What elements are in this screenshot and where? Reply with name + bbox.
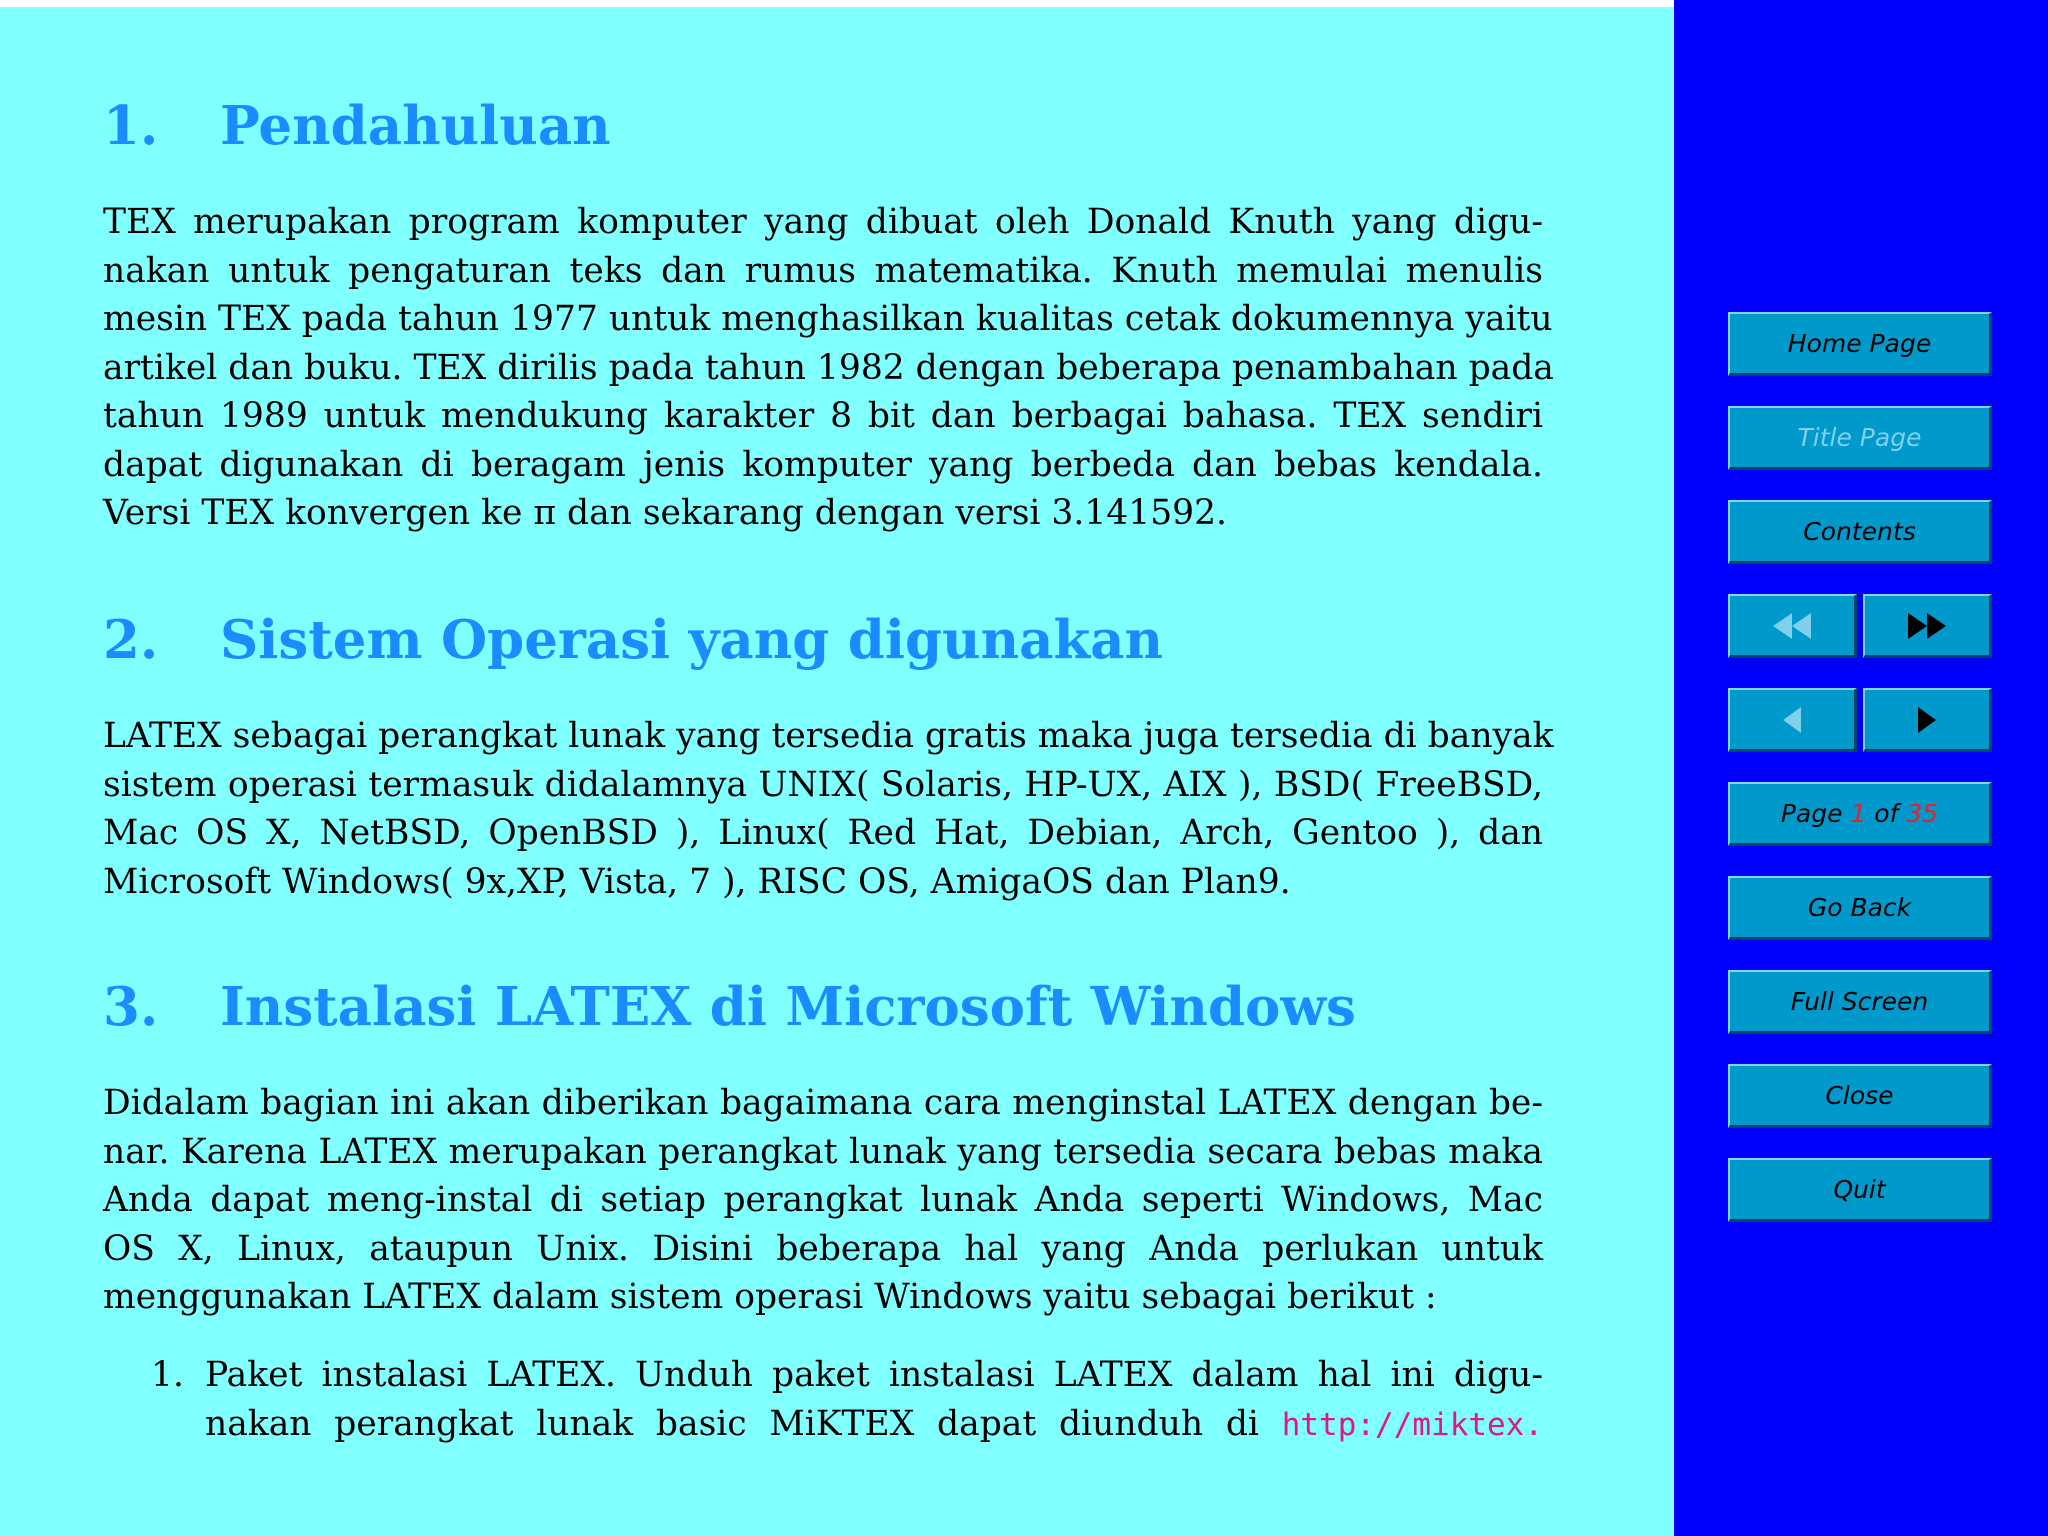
full-screen-button[interactable] bbox=[1728, 970, 1992, 1034]
paragraph-line: nar. Karena LATEX merupakan perangkat lunak yang tersedia secara bebas maka bbox=[103, 1131, 1543, 1172]
title-page-label: Title Page bbox=[1797, 423, 1922, 452]
section-3-paragraph bbox=[103, 1079, 1543, 1322]
paragraph-line: Versi TEX konvergen ke π dan sekarang dengan versi 3.141592. bbox=[103, 493, 1228, 533]
contents-label: Contents bbox=[1803, 517, 1916, 546]
quit-label: Quit bbox=[1833, 1175, 1886, 1204]
section-3-heading: Instalasi LATEX di Microsoft Windows bbox=[220, 976, 1356, 1038]
current-page-number: 1 bbox=[1850, 799, 1867, 828]
full-screen-label: Full Screen bbox=[1790, 987, 1929, 1016]
paragraph-line: artikel dan buku. TEX dirilis pada tahun 1982 dengan beberapa penambahan pada bbox=[103, 347, 1554, 388]
section-3-title bbox=[103, 976, 1356, 1038]
paragraph-line: Anda dapat meng-instal di setiap perangkat lunak Anda seperti Windows, Mac bbox=[103, 1180, 1543, 1220]
right-arrow-icon bbox=[1918, 707, 1936, 733]
last-page-button[interactable] bbox=[1863, 594, 1992, 658]
paragraph-line: dapat digunakan di beragam jenis komputer yang berbeda dan bebas kendala. bbox=[103, 444, 1543, 485]
close-label: Close bbox=[1825, 1081, 1894, 1110]
page-indicator-button[interactable] bbox=[1728, 782, 1992, 846]
section-2-number: 2. bbox=[103, 609, 159, 671]
page-of: of bbox=[1874, 799, 1899, 828]
list-item bbox=[205, 1351, 1543, 1449]
total-page-number: 35 bbox=[1906, 799, 1939, 828]
navigation-sidebar bbox=[1674, 0, 2048, 1536]
paragraph-line: sistem operasi termasuk didalamnya UNIX( Solaris, HP-UX, AIX ), BSD( FreeBSD, bbox=[103, 764, 1543, 805]
section-2-heading: Sistem Operasi yang digunakan bbox=[220, 609, 1164, 671]
paragraph-line: TEX merupakan program komputer yang dibuat oleh Donald Knuth yang digu- bbox=[103, 202, 1543, 242]
double-right-arrow-icon bbox=[1908, 613, 1946, 639]
section-1-heading: Pendahuluan bbox=[220, 95, 611, 157]
double-left-arrow-icon bbox=[1773, 613, 1811, 639]
page-indicator bbox=[1781, 799, 1938, 828]
paragraph-line: Didalam bagian ini akan diberikan bagaimana cara menginstal LATEX dengan be- bbox=[103, 1083, 1543, 1123]
page-prefix: Page bbox=[1780, 799, 1843, 828]
list-item-line-with-link bbox=[205, 1400, 1543, 1450]
section-1-number: 1. bbox=[103, 95, 159, 157]
quit-button[interactable] bbox=[1728, 1158, 1992, 1222]
paragraph-line: menggunakan LATEX dalam sistem operasi Windows yaitu sebagai berikut : bbox=[103, 1277, 1437, 1317]
miktex-url-link[interactable]: http://miktex. bbox=[1281, 1406, 1544, 1443]
home-page-label: Home Page bbox=[1787, 329, 1932, 358]
paragraph-line: Mac OS X, NetBSD, OpenBSD ), Linux( Red Hat, Debian, Arch, Gentoo ), dan bbox=[103, 813, 1543, 853]
paragraph-line: mesin TEX pada tahun 1977 untuk menghasilkan kualitas cetak dokumennya yaitu bbox=[103, 299, 1553, 339]
paragraph-line: LATEX sebagai perangkat lunak yang tersedia gratis maka juga tersedia di banyak bbox=[103, 716, 1554, 756]
go-back-label: Go Back bbox=[1807, 893, 1912, 922]
section-1-paragraph bbox=[103, 198, 1554, 538]
next-page-button[interactable] bbox=[1863, 688, 1992, 752]
paragraph-line: nakan untuk pengaturan teks dan rumus matematika. Knuth memulai menulis bbox=[103, 250, 1543, 291]
home-page-button[interactable] bbox=[1728, 312, 1992, 376]
left-arrow-icon bbox=[1783, 707, 1801, 733]
section-1-title bbox=[103, 95, 611, 157]
list-item-line: Paket instalasi LATEX. Unduh paket instalasi LATEX dalam hal ini digu- bbox=[205, 1355, 1543, 1395]
list-item-line: nakan perangkat lunak basic MiKTEX dapat diunduh di bbox=[205, 1403, 1259, 1444]
close-button[interactable] bbox=[1728, 1064, 1992, 1128]
paragraph-line: tahun 1989 untuk mendukung karakter 8 bit dan berbagai bahasa. TEX sendiri bbox=[103, 396, 1543, 436]
previous-page-button[interactable] bbox=[1728, 688, 1857, 752]
section-3-number: 3. bbox=[103, 976, 159, 1038]
contents-button[interactable] bbox=[1728, 500, 1992, 564]
paragraph-line: Microsoft Windows( 9x,XP, Vista, 7 ), RISC OS, AmigaOS dan Plan9. bbox=[103, 861, 1291, 902]
section-2-paragraph bbox=[103, 712, 1554, 906]
section-2-title bbox=[103, 609, 1164, 671]
go-back-button[interactable] bbox=[1728, 876, 1992, 940]
paragraph-line: OS X, Linux, ataupun Unix. Disini beberapa hal yang Anda perlukan untuk bbox=[103, 1228, 1543, 1269]
list-item-marker: 1. bbox=[151, 1355, 184, 1395]
title-page-button[interactable] bbox=[1728, 406, 1992, 470]
first-page-button[interactable] bbox=[1728, 594, 1857, 658]
